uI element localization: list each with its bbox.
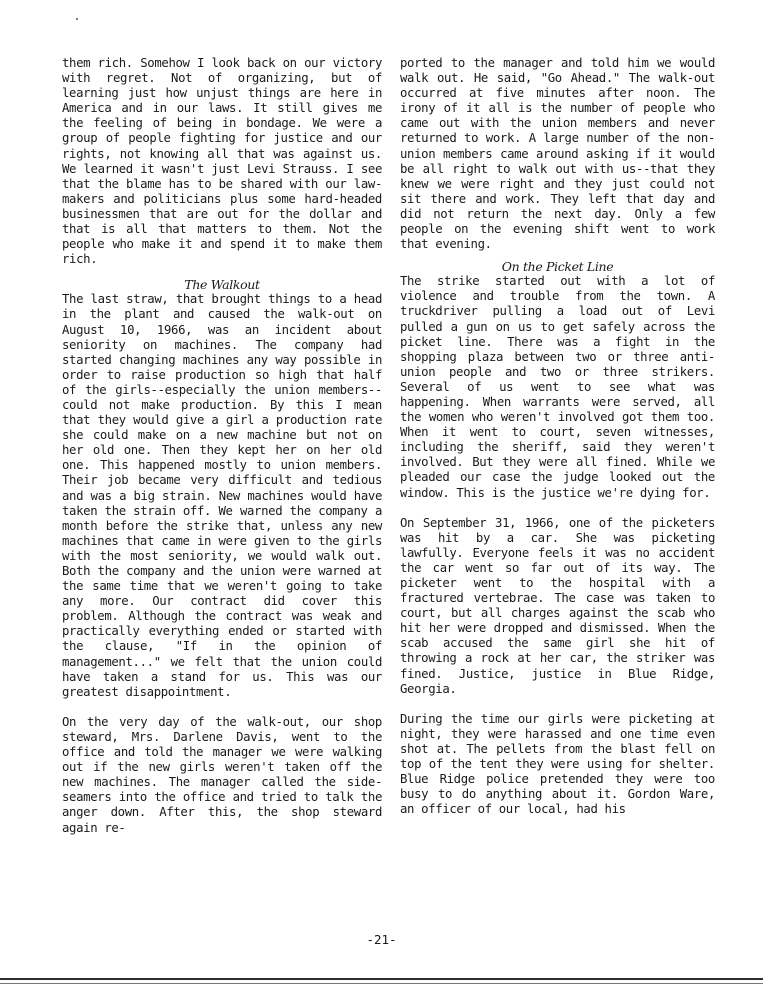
bottom-rule-thin [0, 983, 763, 984]
left-paragraph-3: On the very day of the walk-out, our shop steward, Mrs. Darlene Davis, went to the office and told the manager we were walking out if the new girls weren't taken off the new machines. The manager called the side-seamers into the office and tried to talk the anger down. After this, the shop steward again re- [62, 714, 382, 835]
scan-speck [76, 18, 78, 20]
left-paragraph-1: them rich. Somehow I look back on our victory with regret. Not of organizing, but of learning just how unjust things are here in America and in our laws. It still gives me the feeling of being in bondage. We were a group of people fighting for justice and our rights, not knowing all that was against us. We learned it wasn't just Levi Strauss. I see that the blame has to be shared with our law-makers and politicians plus some hard-headed businessmen that are out for the dollar and that is all that matters to them. Not the people who make it and spend it to make them rich. [62, 56, 382, 267]
right-paragraph-2: The strike started out with a lot of violence and trouble from the town. A truckdriver pulling a load out of Levi pulled a gun on us to get safely across the picket line. There was a fight in the shopping plaza between two or three anti-union people and two or three strikers. Several of us went to see what was happening. When warrants were served, all the women who weren't involved got them too. When it went to court, seven witnesses, including the sheriff, said they weren't involved. But they were all fined. While we pleaded our case the judge looked out the window. This is the justice we're dying for. [400, 274, 715, 500]
section-heading-walkout: The Walkout [184, 277, 260, 293]
right-paragraph-3: On September 31, 1966, one of the picketers was hit by a car. She was picketing lawfully. Everyone feels it was no accident the car went so far out of its way. The picketer went to the hospital with a fractured vertebrae. The case was taken to court, but all charges against the scab who hit her were dropped and dismissed. When the scab accused the same girl she hit of throwing a rock at her car, the striker was fined. Justice, justice in Blue Ridge, Georgia. [400, 515, 715, 696]
section-heading-picket-line: On the Picket Line [501, 259, 614, 275]
right-column [400, 56, 715, 817]
right-paragraph-4: During the time our girls were picketing at night, they were harassed and one time even shot at. The pellets from the blast fell on top of the tent they were using for shelter. Blue Ridge police pretended they were too busy to do anything about it. Gordon Ware, an officer of our local, had his [400, 711, 715, 817]
page-number: -21- [366, 932, 397, 947]
right-paragraph-1: ported to the manager and told him we would walk out. He said, "Go Ahead." The walk-out occurred at five minutes after noon. The irony of it all is the number of people who came out with the union members and never returned to work. A large number of the non-union members came around asking if it would be all right to walk out with us--that they knew we were right and they just could not sit there and work. They left that day and did not return the next day. Only a few people on the evening shift went to work that evening. [400, 56, 715, 252]
bottom-rule [0, 978, 763, 980]
left-paragraph-2: The last straw, that brought things to a head in the plant and caused the walk-out on August 10, 1966, was an incident about seniority on machines. The company had started changing machines any way possible in order to raise production so high that half of the girls--especially the union members--could not make production. By this I mean that they would give a girl a production rate she could make on a new machine but not on her old one. Then they kept her on her old one. This happened mostly to union members. Their job became very difficult and tedious and was a big strain. New machines would have taken the strain off. We warned the company a month before the strike that, unless any new machines that came in were given to the girls with the most seniority, we would walk out. Both the company and the union were warned at the same time that we weren't going to take any more. Our contract did cover this problem. Although the contract was weak and practically everything ended or started with the clause, "If in the opinion of management..." we felt that the union could have taken a stand for us. This was our greatest disappointment. [62, 292, 382, 699]
left-column [62, 56, 382, 836]
